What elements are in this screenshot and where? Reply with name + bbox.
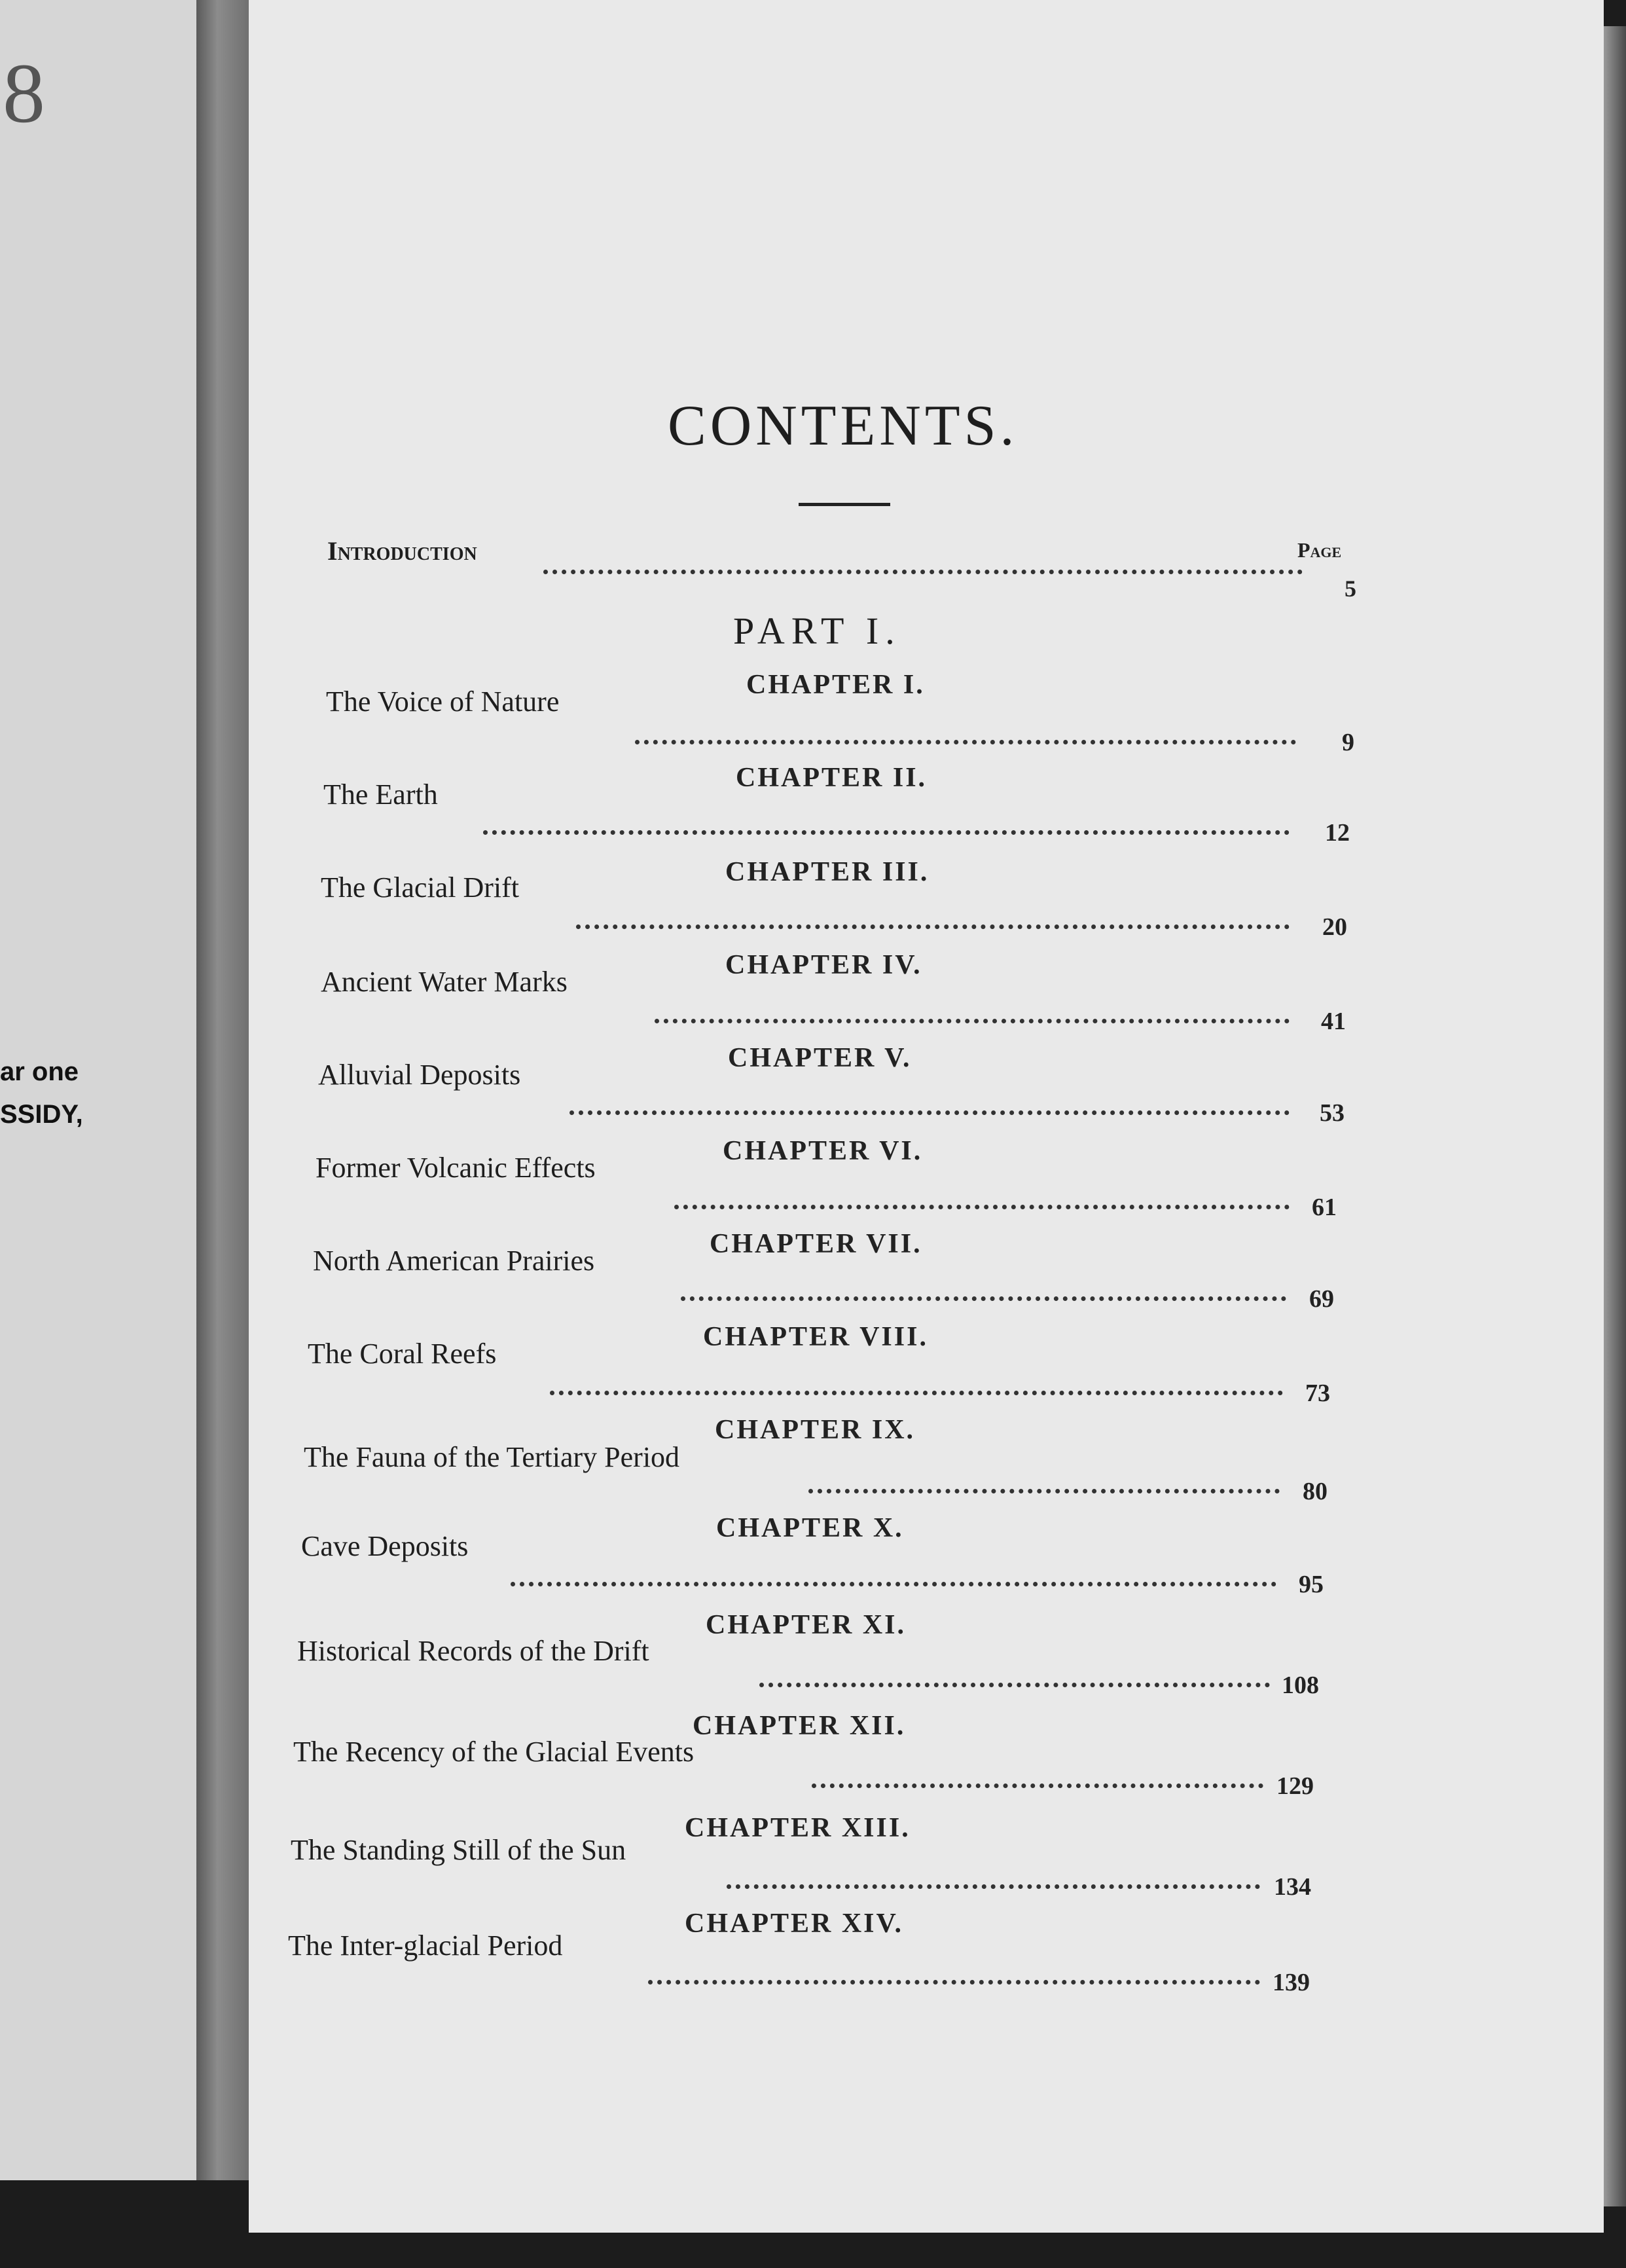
chapter-heading: CHAPTER V. <box>728 1043 912 1073</box>
chapter-title: The Recency of the Glacial Events <box>293 1736 695 1768</box>
part-heading: PART I. <box>733 610 901 652</box>
chapter-title: Historical Records of the Drift <box>297 1635 649 1667</box>
left-page <box>0 0 196 2180</box>
left-page-fragment: ar one <box>0 1057 79 1086</box>
chapter-title: North American Prairies <box>313 1245 595 1277</box>
chapter-leader-dots <box>569 1110 1290 1115</box>
chapter-page-number: 80 <box>1303 1478 1328 1505</box>
chapter-leader-dots <box>648 1980 1260 1985</box>
chapter-heading: CHAPTER XII. <box>693 1711 906 1741</box>
chapter-page-number: 9 <box>1342 729 1354 756</box>
chapter-leader-dots <box>808 1489 1280 1493</box>
title-rule <box>799 503 890 506</box>
chapter-title: Alluvial Deposits <box>318 1059 521 1091</box>
introduction-leader-dots <box>543 570 1303 574</box>
contents-title: CONTENTS. <box>668 394 1019 458</box>
chapter-title: Former Volcanic Effects <box>316 1152 596 1184</box>
chapter-leader-dots <box>550 1391 1283 1395</box>
chapter-leader-dots <box>511 1582 1276 1586</box>
chapter-heading: CHAPTER XIII. <box>685 1813 911 1843</box>
introduction-label: Introduction <box>327 536 477 566</box>
left-page-number: 8 <box>3 46 45 141</box>
chapter-leader-dots <box>635 740 1296 744</box>
chapter-title: Ancient Water Marks <box>321 966 568 998</box>
chapter-page-number: 41 <box>1321 1008 1346 1035</box>
chapter-page-number: 129 <box>1276 1772 1314 1800</box>
chapter-title: The Standing Still of the Sun <box>291 1834 626 1866</box>
chapter-title: The Inter-glacial Period <box>288 1930 563 1962</box>
contents-page <box>249 0 1604 2233</box>
chapter-heading: CHAPTER III. <box>725 857 930 887</box>
chapter-title: The Fauna of the Tertiary Period <box>304 1441 680 1473</box>
chapter-page-number: 12 <box>1325 819 1350 847</box>
chapter-title: The Coral Reefs <box>308 1338 497 1370</box>
chapter-heading: CHAPTER XI. <box>706 1610 907 1640</box>
chapter-page-number: 95 <box>1299 1571 1324 1598</box>
chapter-page-number: 53 <box>1320 1099 1345 1127</box>
chapter-page-number: 139 <box>1273 1969 1310 1996</box>
chapter-heading: CHAPTER VIII. <box>703 1322 928 1352</box>
chapter-heading: CHAPTER X. <box>716 1513 904 1543</box>
page-edge <box>1604 26 1626 2206</box>
chapter-leader-dots <box>674 1205 1290 1209</box>
chapter-leader-dots <box>655 1019 1290 1023</box>
chapter-heading: CHAPTER IX. <box>715 1415 916 1445</box>
chapter-page-number: 108 <box>1282 1672 1319 1699</box>
book-gutter <box>196 0 249 2180</box>
chapter-heading: CHAPTER VII. <box>710 1229 922 1259</box>
page-column-label: Page <box>1297 538 1342 562</box>
chapter-leader-dots <box>727 1884 1260 1889</box>
chapter-heading: CHAPTER XIV. <box>685 1909 903 1939</box>
chapter-page-number: 61 <box>1312 1194 1337 1221</box>
chapter-page-number: 20 <box>1322 913 1347 941</box>
chapter-heading: CHAPTER IV. <box>725 950 922 980</box>
chapter-leader-dots <box>576 924 1290 929</box>
chapter-title: The Glacial Drift <box>321 871 519 904</box>
chapter-page-number: 73 <box>1305 1380 1330 1407</box>
left-page-fragment: SSIDY, <box>0 1100 83 1129</box>
introduction-page-number: 5 <box>1345 576 1356 602</box>
chapter-leader-dots <box>759 1683 1270 1687</box>
chapter-leader-dots <box>483 830 1290 835</box>
chapter-heading: CHAPTER I. <box>746 670 925 700</box>
chapter-leader-dots <box>681 1296 1286 1301</box>
chapter-title: Cave Deposits <box>301 1530 469 1562</box>
chapter-page-number: 69 <box>1309 1285 1334 1313</box>
chapter-leader-dots <box>812 1783 1263 1788</box>
chapter-title: The Voice of Nature <box>326 686 560 718</box>
chapter-heading: CHAPTER VI. <box>723 1136 923 1166</box>
chapter-heading: CHAPTER II. <box>736 763 928 793</box>
chapter-page-number: 134 <box>1274 1873 1311 1901</box>
chapter-title: The Earth <box>323 778 438 811</box>
